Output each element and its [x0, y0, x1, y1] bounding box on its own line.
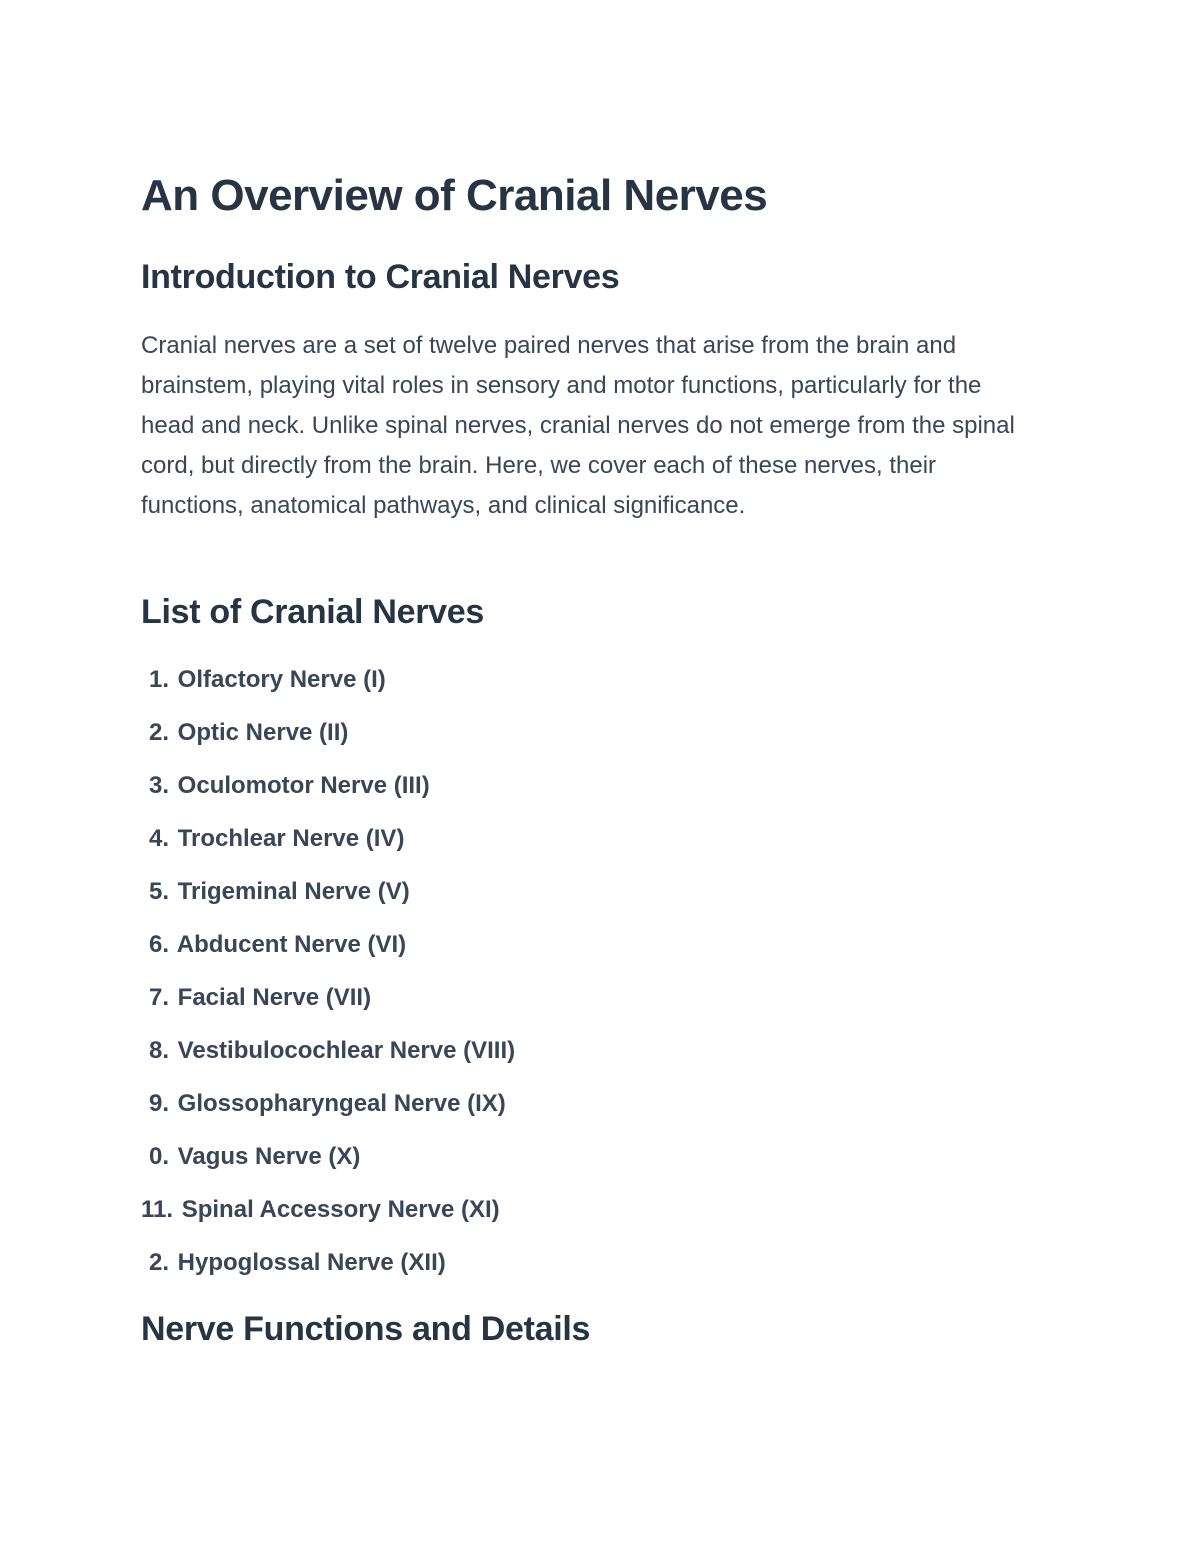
- list-item: [141, 1240, 515, 1293]
- list-item-number: 6.: [148, 931, 169, 958]
- list-item-label: Spinal Accessory Nerve (XI): [181, 1196, 500, 1223]
- nerve-list: [141, 657, 515, 1293]
- list-item: [141, 816, 515, 869]
- list-item-number: 2.: [148, 1249, 169, 1276]
- list-item-number: 4.: [148, 825, 169, 852]
- list-item: [141, 657, 515, 710]
- list-item-label: Optic Nerve (II): [177, 719, 349, 746]
- introduction-paragraph: Cranial nerves are a set of twelve paired nerves that arise from the brain and brainstem, playing vital roles in sensory and motor functions, particularly for the head and neck. Unlike spinal nerves, cranial nerves do not emerge from the spinal cord, but directly from the brain. Here, we cover each of these nerves, their functions, anatomical pathways, and clinical significance.: [141, 332, 1015, 519]
- list-item: [141, 1187, 515, 1240]
- page-title: An Overview of Cranial Nerves: [141, 171, 768, 220]
- list-item: [141, 763, 515, 816]
- list-item-label: Olfactory Nerve (I): [177, 666, 386, 693]
- list-item-number: 2.: [148, 719, 169, 746]
- list-item-label: Facial Nerve (VII): [177, 984, 372, 1011]
- list-item-label: Abducent Nerve (VI): [176, 931, 407, 958]
- list-item-label: Hypoglossal Nerve (XII): [177, 1249, 446, 1276]
- list-item-number: 1.: [148, 666, 169, 693]
- list-item: [141, 975, 515, 1028]
- list-item-number: 8.: [148, 1037, 169, 1064]
- list-item-label: Vestibulocochlear Nerve (VIII): [177, 1037, 516, 1064]
- introduction-heading: Introduction to Cranial Nerves: [141, 258, 620, 296]
- list-item: [141, 869, 515, 922]
- list-item-number: 7.: [148, 984, 169, 1011]
- list-item-label: Oculomotor Nerve (III): [177, 772, 430, 799]
- list-item-number: 9.: [148, 1090, 169, 1117]
- list-item: [141, 1028, 515, 1081]
- list-item-number: 0.: [148, 1143, 169, 1170]
- list-item-label: Trochlear Nerve (IV): [177, 825, 405, 852]
- list-item: [141, 922, 515, 975]
- list-item: [141, 1134, 515, 1187]
- nerve-functions-heading: Nerve Functions and Details: [141, 1310, 591, 1348]
- list-item-label: Trigeminal Nerve (V): [177, 878, 410, 905]
- list-item-label: Vagus Nerve (X): [177, 1143, 361, 1170]
- list-item-number: 5.: [148, 878, 169, 905]
- list-item-number: 11.: [141, 1196, 174, 1223]
- list-item-label: Glossopharyngeal Nerve (IX): [177, 1090, 506, 1117]
- list-item: [141, 710, 515, 763]
- list-item-number: 3.: [148, 772, 169, 799]
- nerve-list-heading: List of Cranial Nerves: [141, 593, 484, 631]
- list-item: [141, 1081, 515, 1134]
